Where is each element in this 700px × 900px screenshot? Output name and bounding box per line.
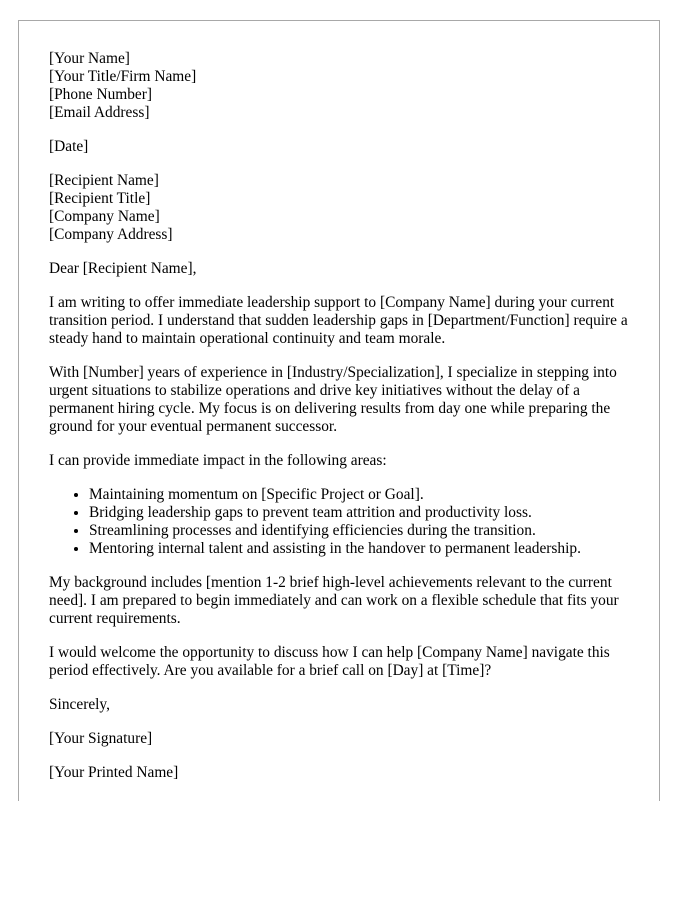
sender-name: [Your Name] bbox=[49, 50, 130, 67]
paragraph-intro: I am writing to offer immediate leadership support to [Company Name] during your current transition period. I understand that sudden leadership gaps in [Department/Function] require a steady hand to maintain operational continuity and team morale. bbox=[49, 294, 628, 347]
paragraph-impact-intro: I can provide immediate impact in the following areas: bbox=[49, 452, 387, 469]
impact-list bbox=[49, 486, 641, 558]
letter-body bbox=[49, 50, 641, 798]
date-block bbox=[49, 138, 641, 156]
list-item: • Bridging leadership gaps to prevent team attrition and productivity loss. bbox=[89, 504, 641, 522]
recipient-name: [Recipient Name] bbox=[49, 172, 159, 189]
letter-page bbox=[18, 20, 660, 801]
printed-name: [Your Printed Name] bbox=[49, 764, 179, 781]
recipient-company: [Company Name] bbox=[49, 208, 160, 225]
list-item: • Maintaining momentum on [Specific Project or Goal]. bbox=[89, 486, 641, 504]
recipient-address: [Company Address] bbox=[49, 226, 173, 243]
signature: [Your Signature] bbox=[49, 730, 153, 747]
sender-title-firm: [Your Title/Firm Name] bbox=[49, 68, 197, 85]
salutation: Dear [Recipient Name], bbox=[49, 260, 197, 277]
sender-phone: [Phone Number] bbox=[49, 86, 153, 103]
paragraph-background: My background includes [mention 1-2 brief high-level achievements relevant to the current need]. I am prepared to begin immediately and can work on a flexible schedule that fits your current requirements. bbox=[49, 574, 619, 627]
letter-date: [Date] bbox=[49, 138, 89, 155]
paragraph-experience: With [Number] years of experience in [Industry/Specialization], I specialize in stepping into urgent situations to stabilize operations and drive key initiatives without the delay of a permanent hiring cycle. My focus is on delivering results from day one while preparing the ground for your eventual permanent successor. bbox=[49, 364, 617, 435]
paragraph-call-to-action: I would welcome the opportunity to discuss how I can help [Company Name] navigate this period effectively. Are you available for a brief call on [Day] at [Time]? bbox=[49, 644, 610, 679]
sender-email: [Email Address] bbox=[49, 104, 150, 121]
list-item: • Mentoring internal talent and assisting in the handover to permanent leadership. bbox=[89, 540, 641, 558]
recipient-block bbox=[49, 172, 641, 244]
sender-block bbox=[49, 50, 641, 122]
list-item: • Streamlining processes and identifying efficiencies during the transition. bbox=[89, 522, 641, 540]
closing: Sincerely, bbox=[49, 696, 110, 713]
recipient-title: [Recipient Title] bbox=[49, 190, 151, 207]
